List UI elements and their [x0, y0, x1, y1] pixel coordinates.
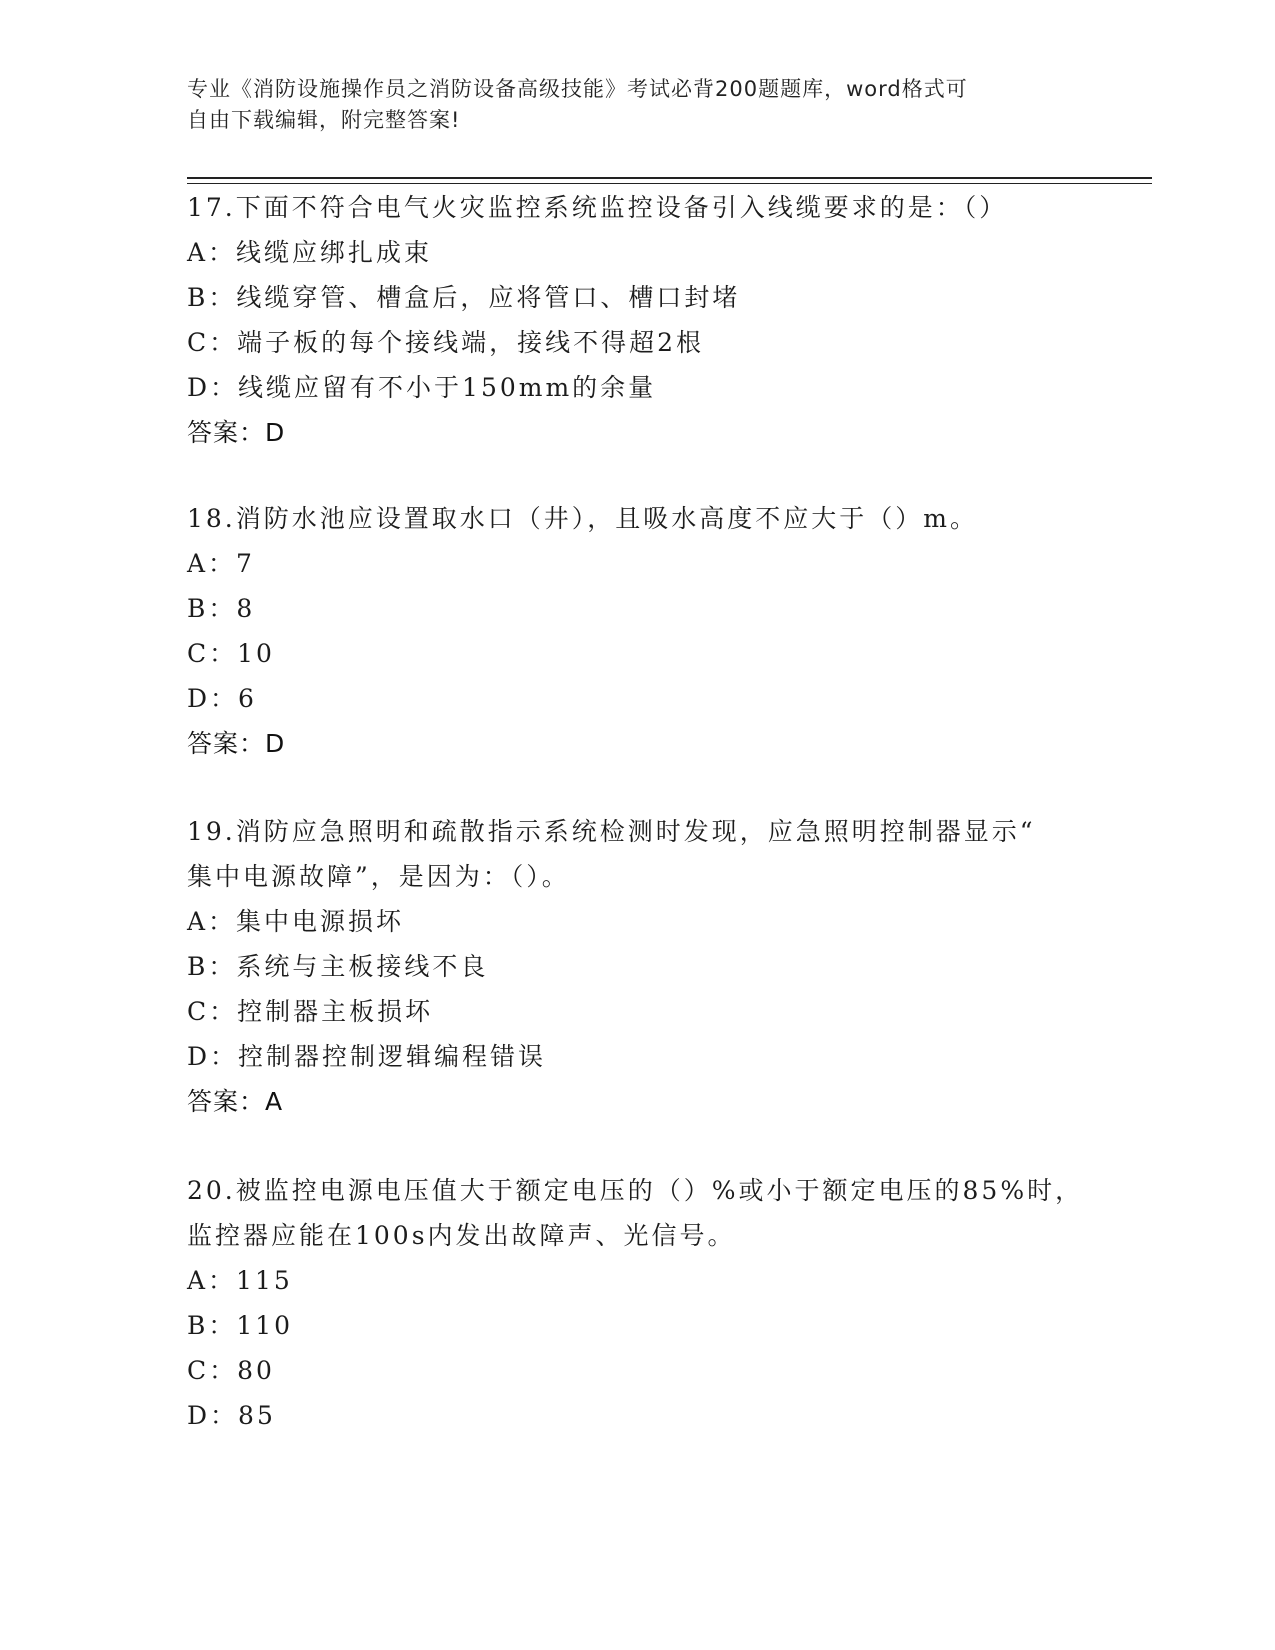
question-19	[187, 809, 1087, 1124]
header-line-1: 专业《消防设施操作员之消防设备高级技能》考试必背200题题库，word格式可	[187, 77, 968, 101]
option-c: C：端子板的每个接线端，接线不得超2根	[187, 328, 705, 357]
option-b: B：110	[187, 1311, 294, 1340]
option-c: C：控制器主板损坏	[187, 997, 434, 1026]
question-stem: 20.被监控电源电压值大于额定电压的（）%或小于额定电压的85%时，	[187, 1176, 1084, 1205]
question-stem-continued: 监控器应能在100s内发出故障声、光信号。	[187, 1221, 736, 1250]
option-a: A：集中电源损坏	[187, 907, 405, 936]
header-line-2: 自由下载编辑，附完整答案!	[187, 108, 461, 132]
option-b: B：系统与主板接线不良	[187, 952, 489, 981]
option-a: A：7	[187, 549, 255, 578]
header-divider	[187, 177, 1152, 179]
option-a: A：线缆应绑扎成束	[187, 238, 433, 267]
option-c: C：10	[187, 639, 275, 668]
option-d: D：6	[187, 684, 257, 713]
option-d: D：控制器控制逻辑编程错误	[187, 1042, 547, 1071]
option-d: D：85	[187, 1401, 276, 1430]
question-stem: 18.消防水池应设置取水口（井），且吸水高度不应大于（）m。	[187, 504, 978, 533]
answer: 答案：D	[187, 418, 286, 447]
document-header	[187, 74, 1067, 136]
question-20	[187, 1168, 1087, 1438]
answer: 答案：D	[187, 729, 286, 758]
option-c: C：80	[187, 1356, 275, 1385]
question-17	[187, 185, 1087, 455]
question-18	[187, 496, 1087, 766]
question-stem: 19.消防应急照明和疏散指示系统检测时发现，应急照明控制器显示“	[187, 817, 1036, 846]
question-stem: 17.下面不符合电气火灾监控系统监控设备引入线缆要求的是：（）	[187, 193, 1008, 222]
answer: 答案：A	[187, 1087, 284, 1116]
question-stem-continued: 集中电源故障”，是因为：（）。	[187, 862, 570, 891]
option-a: A：115	[187, 1266, 293, 1295]
option-d: D：线缆应留有不小于150mm的余量	[187, 373, 657, 402]
header-divider-thin	[187, 183, 1152, 184]
option-b: B：8	[187, 594, 256, 623]
option-b: B：线缆穿管、槽盒后，应将管口、槽口封堵	[187, 283, 741, 312]
